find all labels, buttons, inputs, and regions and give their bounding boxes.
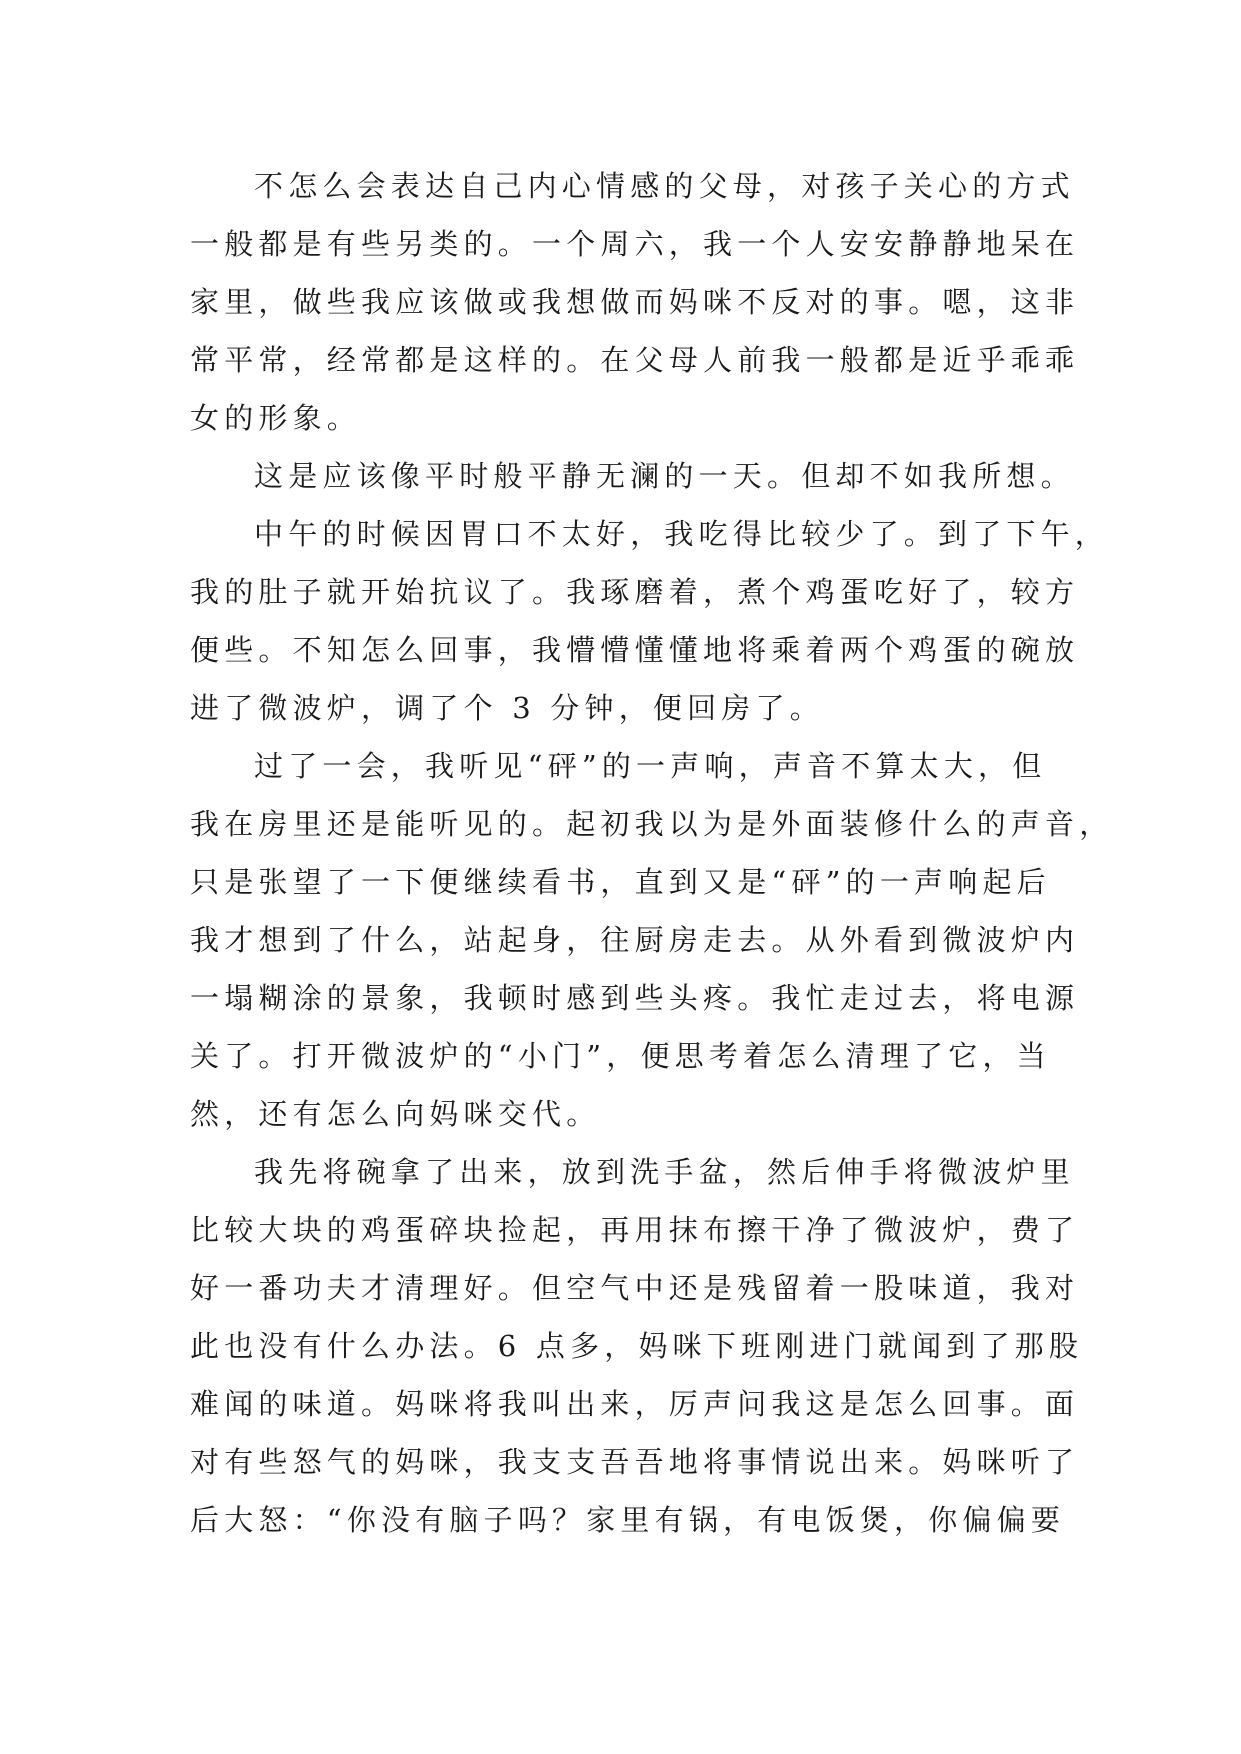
paragraph-5-line-7: 后大怒：“你没有脑子吗？家里有锅，有电饭煲，你偏偏要 [190,1503,1066,1537]
paragraph-5-line-2: 比较大块的鸡蛋碎块捡起，再用抹布擦干净了微波炉，费了 [190,1213,1080,1247]
paragraph-5-line-5: 难闻的味道。妈咪将我叫出来，厉声问我这是怎么回事。面 [190,1387,1080,1421]
paragraph-1-line-3: 家里，做些我应该做或我想做而妈咪不反对的事。嗯，这非 [190,285,1080,319]
paragraph-4-line-3: 只是张望了一下便继续看书，直到又是“砰”的一声响起后 [190,865,1051,899]
paragraph-1-line-1: 不怎么会表达自己内心情感的父母，对孩子关心的方式 [254,169,1075,203]
paragraph-3-line-1: 中午的时候因胃口不太好，我吃得比较少了。到了下午， [254,517,1110,551]
paragraph-3-line-3: 便些。不知怎么回事，我懵懵懂懂地将乘着两个鸡蛋的碗放 [190,633,1080,667]
paragraph-1-line-4: 常平常，经常都是这样的。在父母人前我一般都是近乎乖乖 [190,343,1080,377]
paragraph-5-line-1: 我先将碗拿了出来，放到洗手盆，然后伸手将微波炉里 [254,1155,1075,1189]
paragraph-2-line-1: 这是应该像平时般平静无澜的一天。但却不如我所想。 [254,459,1075,493]
paragraph-3-line-4: 进了微波炉，调了个 3 分钟，便回房了。 [190,691,824,725]
paragraph-1-line-5: 女的形象。 [190,401,362,435]
body-text [190,157,1114,1549]
paragraph-4-line-5: 一塌糊涂的景象，我顿时感到些头疼。我忙走过去，将电源 [190,981,1080,1015]
paragraph-5-line-3: 好一番功夫才清理好。但空气中还是残留着一股味道，我对 [190,1271,1080,1305]
paragraph-4-line-1: 过了一会，我听见“砰”的一声响，声音不算太大，但 [254,749,1047,783]
paragraph-5-line-6: 对有些怒气的妈咪，我支支吾吾地将事情说出来。妈咪听了 [190,1445,1080,1479]
paragraph-4-line-7: 然，还有怎么向妈咪交代。 [190,1097,601,1131]
paragraph-3-line-2: 我的肚子就开始抗议了。我琢磨着，煮个鸡蛋吃好了，较方 [190,575,1080,609]
paragraph-4-line-4: 我才想到了什么，站起身，往厨房走去。从外看到微波炉内 [190,923,1080,957]
paragraph-4-line-6: 关了。打开微波炉的“小门”，便思考着怎么清理了它，当 [190,1039,1051,1073]
paragraph-4-line-2: 我在房里还是能听见的。起初我以为是外面装修什么的声音， [190,807,1114,841]
paragraph-1-line-2: 一般都是有些另类的。一个周六，我一个人安安静静地呆在 [190,227,1080,261]
paragraph-5-line-4: 此也没有什么办法。6 点多，妈咪下班刚进门就闻到了那股 [190,1329,1084,1363]
